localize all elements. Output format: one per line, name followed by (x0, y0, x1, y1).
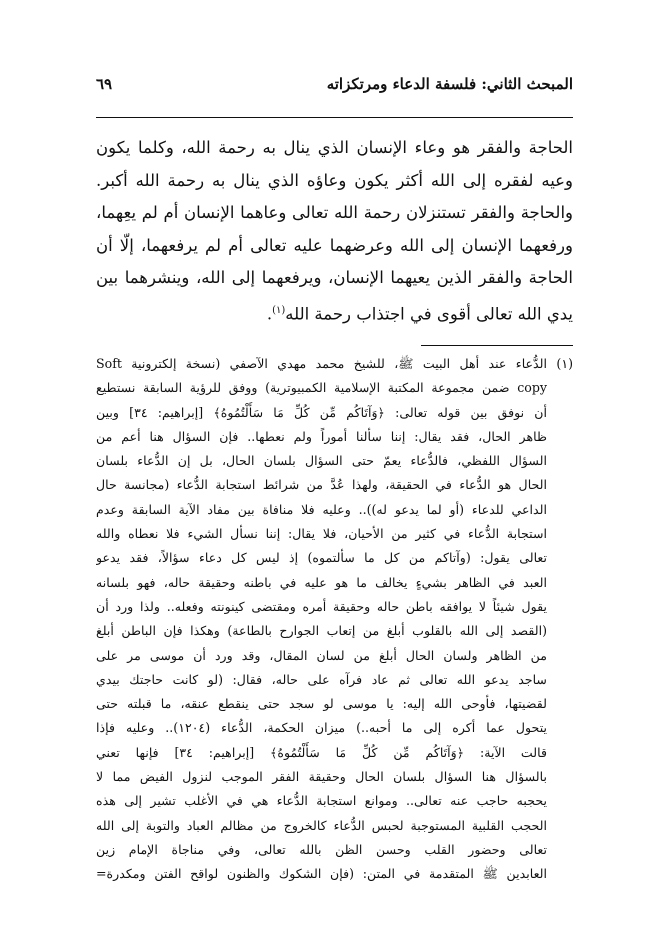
footnote-item (96, 352, 573, 887)
footnote-line: السؤال اللفظي، فالدُّعاء يعمّ حتى السؤال بلسان الحال، بل إن الدُّعاء بلسان (96, 453, 547, 469)
footnote-line: الدُّعاء عند أهل البيت ﷺ، للشيخ محمد مهدي الآصفي (نسخة إلكترونية Soft (96, 356, 547, 371)
footnote-line: بالسؤال هنا السؤال بلسان الحال وحقيقة الفقر الموجب لنزول الفيض مما لا (96, 769, 547, 785)
main-paragraph (96, 132, 573, 331)
footnote-line: ساجد يدعو الله تعالى ثم عاد فرآه على حاله، فقال: (لو كانت حاجتك بيدي (96, 671, 547, 687)
footnote-line: قالت الآية: ﴿وَآتَاكُم مِّن كُلِّ مَا سَأَلْتُمُوهُ﴾ [إبراهيم: ٣٤] فإنها تعني (96, 744, 547, 760)
end-period: . (266, 304, 273, 323)
footnote-line: من الظاهر ولسان الحال أبلغ من لسان المقال، وقد ورد أن موسى مر على (96, 647, 547, 663)
header-divider (96, 117, 573, 118)
footnote-line: ظاهر الحال، فقد يقال: إننا سألنا أموراً ولم نعطها.. فإن السؤال هنا أعم من (96, 428, 547, 444)
footnote-line: (القصد إلى الله بالقلوب أبلغ من إتعاب الجوارح بالطاعة) وهكذا فإن الباطن أبلغ (96, 623, 547, 639)
footnote-line: أن نوفق بين قوله تعالى: ﴿وَآتَاكُم مِّن كُلِّ مَا سَأَلْتُمُوهُ﴾ [إبراهيم: ٣٤] وبين (96, 404, 547, 420)
page-header (96, 70, 573, 98)
page-number: ٦٩ (96, 75, 113, 93)
footnote-number: (١) (556, 356, 573, 371)
footnote-reference[interactable]: (١) (272, 304, 286, 316)
footnote-line: العابدين ﷺ المتقدمة في المتن: (فإن الشكوك والظنون لواقح الفتن ومكدرة= (96, 866, 547, 882)
chapter-title: المبحث الثاني: فلسفة الدعاء ومرتكزاته (326, 75, 573, 93)
footnote-line: يتحول عما أكره إلى ما أحبه..) ميزان الحكمة، الدُّعاء (١٢٠٤).. وعليه فإذا (96, 720, 547, 736)
footnote-line: العبد في الظاهر بشيءٍ يخالف ما هو عليه في باطنه وحقيقة حاله، فهو بلسانه (96, 574, 547, 590)
footnote-line: الداعي للدعاء (أو لما يدعو له)).. وعليه فلا منافاة بين مفاد الآية السابقة وعدم (96, 501, 547, 517)
footnote-line: الحال هو الدُّعاء في الحقيقة، ولهذا عُدَّ من شرائط استجابة الدُّعاء (مجانسة حال (96, 477, 547, 493)
main-line: الحاجة والفقر الذين يعيهما الإنسان، ويرفعهما إلى الله، وينشرهما بين (96, 268, 573, 287)
footnote-line: تعالى وحضور القلب وحسن الظن بالله تعالى، وفي مناجاة الإمام زين (96, 841, 547, 857)
footnote-line: لقضيتها، فأوحى الله إليه: يا موسى لو سجد حتى ينقطع عنقه، ما قبلته حتى (96, 696, 547, 712)
footnote-line: يقول شيئاً لا يوافقه باطن حاله وحقيقة أمره ومقتضى كينونته وفعله.. ولذا ورد أن (96, 598, 547, 614)
main-line: والحاجة والفقر تستنزلان رحمة الله تعالى وعاهما الإنسان أم لم يعِهما، (96, 203, 573, 222)
footnote-text (96, 352, 547, 887)
footnote-line: الحجب القلبية المستوجبة لحبس الدُّعاء كالخروج من مظالم العباد والتوبة إلى الله (96, 817, 547, 833)
footnote-line: copy ضمن مجموعة المكتبة الإسلامية الكمبيوترية) ووفق للرؤية السابقة نستطيع (96, 380, 547, 396)
main-line-text: يدي الله تعالى أقوى في اجتذاب رحمة الله (285, 304, 573, 323)
footnotes-section (96, 352, 573, 887)
footnote-line: استجابة الدُّعاء في كثير من الأحيان، فلا يقال: إننا نسأل الشيء فلا نعطاه والله (96, 526, 547, 542)
main-line: الحاجة والفقر هو وعاء الإنسان الذي ينال به رحمة الله، وكلما يكون (96, 138, 573, 157)
main-line-last (96, 295, 573, 331)
footnote-line: يحجبه حاجب عنه تعالى.. وموانع استجابة الدُّعاء هي في الأغلب تشير إلى هذه (96, 793, 547, 809)
main-line: وعيه لفقره إلى الله أكثر يكون وعاؤه الذي ينال به رحمة الله أكبر. (96, 170, 573, 190)
main-line: ورفعهما الإنسان إلى الله وعرضهما عليه تعالى أم لم يرفعهما، إلّا أن (96, 235, 573, 255)
footnote-divider (421, 345, 573, 346)
footnote-line: تعالى يقول: (وآتاكم من كل ما سألتموه) إذ ليس كل دعاء سؤالاً، فقد يدعو (96, 550, 547, 566)
